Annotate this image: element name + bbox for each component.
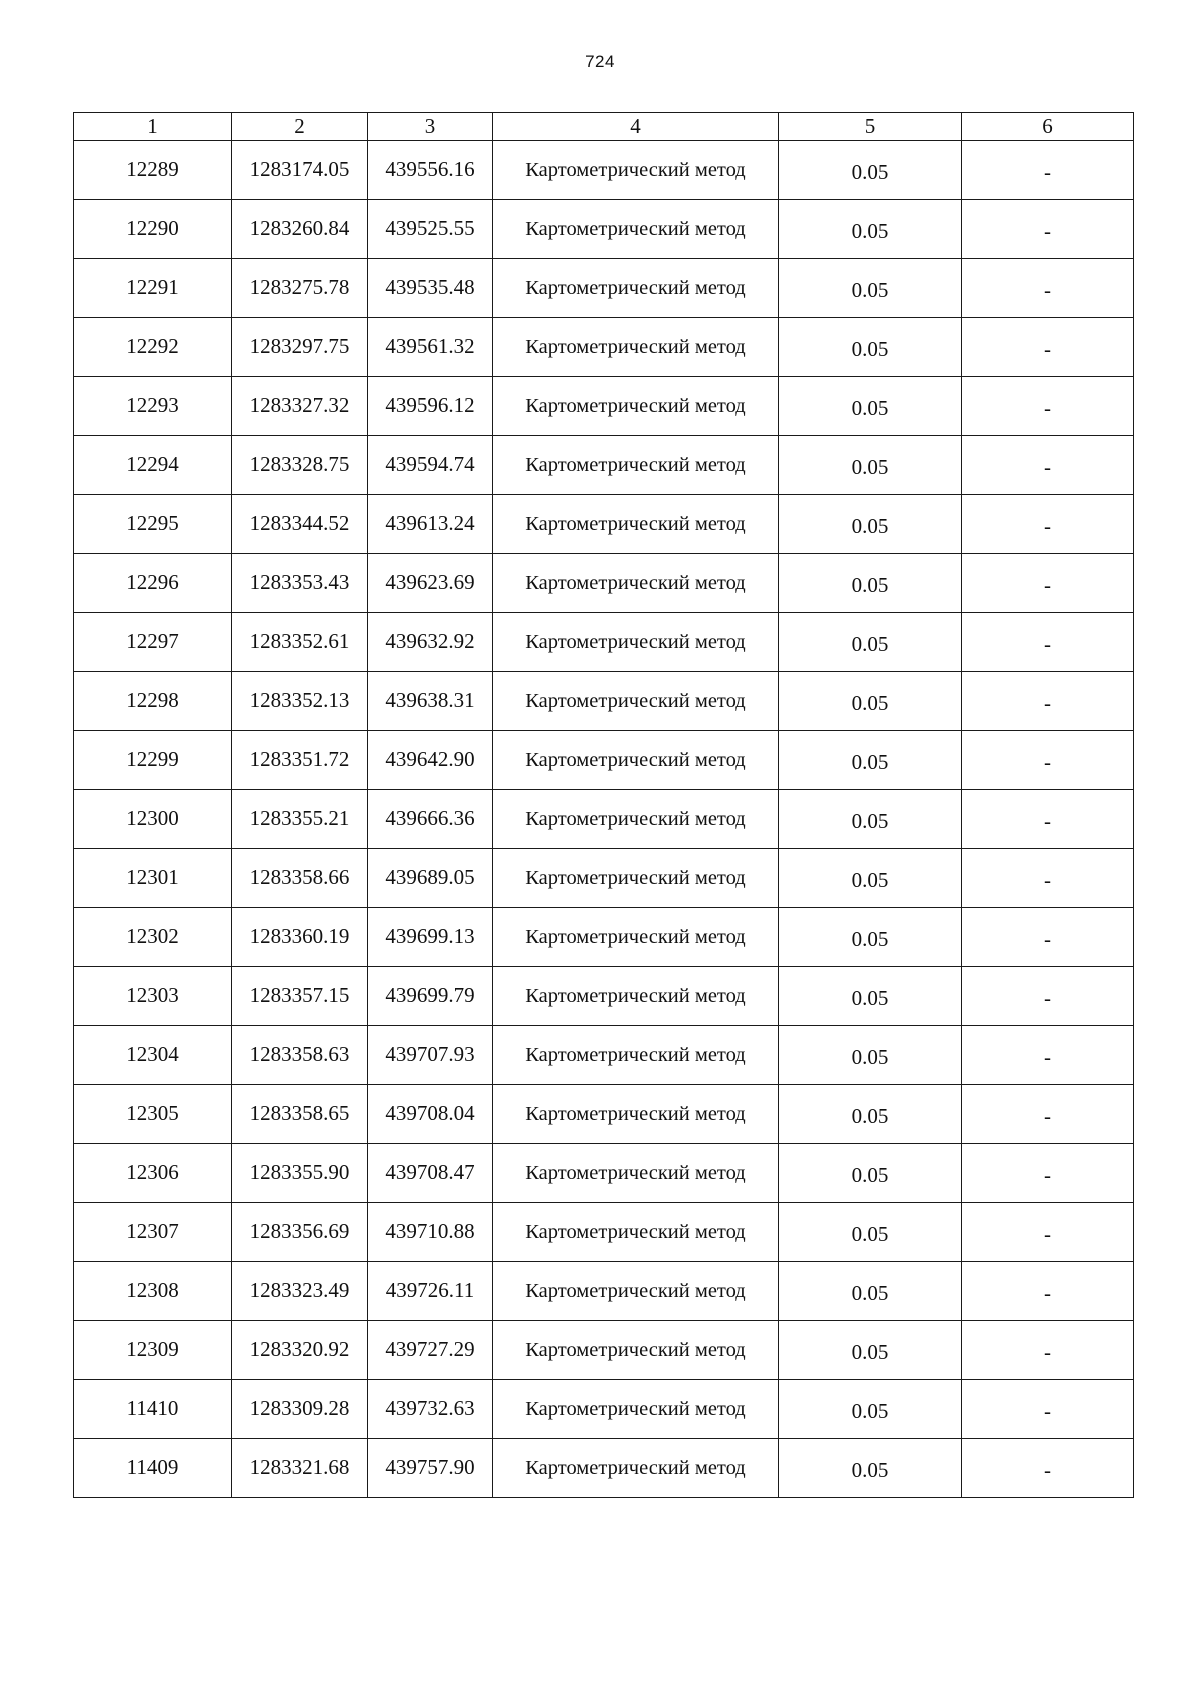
cell-note: - <box>962 141 1134 200</box>
cell-coordinate-x: 1283352.61 <box>232 613 368 672</box>
table-row <box>74 1085 1134 1144</box>
header-row <box>74 113 1134 141</box>
cell-method: Картометрический метод <box>493 1085 779 1144</box>
table-row <box>74 1262 1134 1321</box>
cell-coordinate-y: 439596.12 <box>368 377 493 436</box>
cell-coordinate-y: 439710.88 <box>368 1203 493 1262</box>
cell-note: - <box>962 672 1134 731</box>
cell-note: - <box>962 1203 1134 1262</box>
table-row <box>74 554 1134 613</box>
cell-note: - <box>962 1321 1134 1380</box>
cell-coordinate-x: 1283352.13 <box>232 672 368 731</box>
cell-coordinate-y: 439642.90 <box>368 731 493 790</box>
table-header <box>74 113 1134 141</box>
cell-coordinate-y: 439638.31 <box>368 672 493 731</box>
table-row <box>74 1144 1134 1203</box>
cell-accuracy: 0.05 <box>779 1085 962 1144</box>
table-row <box>74 1321 1134 1380</box>
cell-note: - <box>962 436 1134 495</box>
cell-coordinate-x: 1283358.63 <box>232 1026 368 1085</box>
page-number: 724 <box>585 52 615 71</box>
cell-method: Картометрический метод <box>493 613 779 672</box>
cell-method: Картометрический метод <box>493 1321 779 1380</box>
cell-coordinate-y: 439699.79 <box>368 967 493 1026</box>
cell-coordinate-y: 439726.11 <box>368 1262 493 1321</box>
cell-note: - <box>962 1439 1134 1498</box>
cell-point-number: 12294 <box>74 436 232 495</box>
cell-coordinate-y: 439556.16 <box>368 141 493 200</box>
cell-accuracy: 0.05 <box>779 1262 962 1321</box>
cell-accuracy: 0.05 <box>779 1144 962 1203</box>
cell-note: - <box>962 790 1134 849</box>
cell-point-number: 12300 <box>74 790 232 849</box>
column-header-2: 2 <box>232 113 368 141</box>
cell-method: Картометрический метод <box>493 731 779 790</box>
cell-point-number: 12303 <box>74 967 232 1026</box>
table-row <box>74 318 1134 377</box>
cell-accuracy: 0.05 <box>779 672 962 731</box>
cell-method: Картометрический метод <box>493 318 779 377</box>
table-row <box>74 790 1134 849</box>
table-row <box>74 1203 1134 1262</box>
cell-coordinate-x: 1283356.69 <box>232 1203 368 1262</box>
table-row <box>74 436 1134 495</box>
cell-coordinate-x: 1283327.32 <box>232 377 368 436</box>
cell-coordinate-y: 439535.48 <box>368 259 493 318</box>
cell-coordinate-x: 1283260.84 <box>232 200 368 259</box>
table-row <box>74 259 1134 318</box>
cell-coordinate-x: 1283358.65 <box>232 1085 368 1144</box>
cell-point-number: 12297 <box>74 613 232 672</box>
cell-accuracy: 0.05 <box>779 790 962 849</box>
cell-method: Картометрический метод <box>493 672 779 731</box>
cell-coordinate-x: 1283174.05 <box>232 141 368 200</box>
cell-accuracy: 0.05 <box>779 849 962 908</box>
cell-point-number: 12291 <box>74 259 232 318</box>
cell-point-number: 11410 <box>74 1380 232 1439</box>
cell-accuracy: 0.05 <box>779 731 962 790</box>
cell-method: Картометрический метод <box>493 200 779 259</box>
cell-accuracy: 0.05 <box>779 436 962 495</box>
cell-accuracy: 0.05 <box>779 1321 962 1380</box>
cell-coordinate-y: 439623.69 <box>368 554 493 613</box>
cell-coordinate-y: 439632.92 <box>368 613 493 672</box>
cell-coordinate-x: 1283309.28 <box>232 1380 368 1439</box>
cell-method: Картометрический метод <box>493 849 779 908</box>
cell-point-number: 12308 <box>74 1262 232 1321</box>
cell-accuracy: 0.05 <box>779 495 962 554</box>
cell-method: Картометрический метод <box>493 141 779 200</box>
table-row <box>74 1026 1134 1085</box>
table-row <box>74 377 1134 436</box>
cell-coordinate-y: 439699.13 <box>368 908 493 967</box>
cell-point-number: 12295 <box>74 495 232 554</box>
cell-method: Картометрический метод <box>493 1262 779 1321</box>
table-row <box>74 849 1134 908</box>
cell-note: - <box>962 908 1134 967</box>
column-header-5: 5 <box>779 113 962 141</box>
cell-point-number: 12309 <box>74 1321 232 1380</box>
cell-point-number: 12306 <box>74 1144 232 1203</box>
cell-method: Картометрический метод <box>493 967 779 1026</box>
cell-coordinate-x: 1283355.90 <box>232 1144 368 1203</box>
cell-point-number: 12301 <box>74 849 232 908</box>
cell-point-number: 12296 <box>74 554 232 613</box>
cell-coordinate-x: 1283275.78 <box>232 259 368 318</box>
cell-note: - <box>962 1085 1134 1144</box>
table-row <box>74 731 1134 790</box>
cell-point-number: 12304 <box>74 1026 232 1085</box>
cell-coordinate-x: 1283353.43 <box>232 554 368 613</box>
table-body <box>74 141 1134 1498</box>
cell-coordinate-y: 439689.05 <box>368 849 493 908</box>
table-row <box>74 495 1134 554</box>
cell-note: - <box>962 967 1134 1026</box>
cell-point-number: 12299 <box>74 731 232 790</box>
cell-coordinate-x: 1283344.52 <box>232 495 368 554</box>
cell-coordinate-x: 1283323.49 <box>232 1262 368 1321</box>
cell-method: Картометрический метод <box>493 259 779 318</box>
table-row <box>74 672 1134 731</box>
cell-accuracy: 0.05 <box>779 259 962 318</box>
cell-coordinate-y: 439666.36 <box>368 790 493 849</box>
cell-note: - <box>962 377 1134 436</box>
cell-note: - <box>962 495 1134 554</box>
cell-coordinate-y: 439757.90 <box>368 1439 493 1498</box>
cell-point-number: 12289 <box>74 141 232 200</box>
cell-point-number: 12293 <box>74 377 232 436</box>
cell-point-number: 12290 <box>74 200 232 259</box>
cell-accuracy: 0.05 <box>779 200 962 259</box>
cell-note: - <box>962 200 1134 259</box>
cell-method: Картометрический метод <box>493 790 779 849</box>
cell-accuracy: 0.05 <box>779 554 962 613</box>
cell-coordinate-y: 439594.74 <box>368 436 493 495</box>
cell-coordinate-x: 1283355.21 <box>232 790 368 849</box>
cell-method: Картометрический метод <box>493 1144 779 1203</box>
cell-accuracy: 0.05 <box>779 1026 962 1085</box>
cell-method: Картометрический метод <box>493 1026 779 1085</box>
cell-accuracy: 0.05 <box>779 613 962 672</box>
table-row <box>74 141 1134 200</box>
cell-method: Картометрический метод <box>493 377 779 436</box>
table-row <box>74 1439 1134 1498</box>
table-row <box>74 200 1134 259</box>
cell-accuracy: 0.05 <box>779 967 962 1026</box>
cell-note: - <box>962 1026 1134 1085</box>
cell-coordinate-y: 439732.63 <box>368 1380 493 1439</box>
cell-point-number: 12305 <box>74 1085 232 1144</box>
cell-method: Картометрический метод <box>493 495 779 554</box>
cell-method: Картометрический метод <box>493 908 779 967</box>
cell-point-number: 12292 <box>74 318 232 377</box>
cell-accuracy: 0.05 <box>779 1380 962 1439</box>
cell-note: - <box>962 1144 1134 1203</box>
cell-method: Картометрический метод <box>493 1439 779 1498</box>
column-header-6: 6 <box>962 113 1134 141</box>
cell-coordinate-x: 1283357.15 <box>232 967 368 1026</box>
cell-coordinate-x: 1283328.75 <box>232 436 368 495</box>
table-row <box>74 908 1134 967</box>
cell-note: - <box>962 554 1134 613</box>
cell-note: - <box>962 613 1134 672</box>
cell-point-number: 12298 <box>74 672 232 731</box>
cell-accuracy: 0.05 <box>779 908 962 967</box>
cell-coordinate-y: 439727.29 <box>368 1321 493 1380</box>
cell-accuracy: 0.05 <box>779 1203 962 1262</box>
cell-coordinate-x: 1283297.75 <box>232 318 368 377</box>
cell-note: - <box>962 1262 1134 1321</box>
cell-coordinate-x: 1283358.66 <box>232 849 368 908</box>
cell-accuracy: 0.05 <box>779 141 962 200</box>
cell-coordinate-y: 439613.24 <box>368 495 493 554</box>
cell-coordinate-x: 1283351.72 <box>232 731 368 790</box>
cell-coordinate-x: 1283360.19 <box>232 908 368 967</box>
table-row <box>74 967 1134 1026</box>
cell-accuracy: 0.05 <box>779 377 962 436</box>
column-header-3: 3 <box>368 113 493 141</box>
cell-accuracy: 0.05 <box>779 1439 962 1498</box>
coordinates-table <box>73 112 1134 1498</box>
cell-accuracy: 0.05 <box>779 318 962 377</box>
cell-method: Картометрический метод <box>493 554 779 613</box>
cell-note: - <box>962 849 1134 908</box>
cell-coordinate-y: 439708.47 <box>368 1144 493 1203</box>
cell-note: - <box>962 731 1134 790</box>
cell-point-number: 12307 <box>74 1203 232 1262</box>
cell-coordinate-y: 439525.55 <box>368 200 493 259</box>
cell-coordinate-x: 1283321.68 <box>232 1439 368 1498</box>
cell-note: - <box>962 259 1134 318</box>
cell-note: - <box>962 318 1134 377</box>
column-header-1: 1 <box>74 113 232 141</box>
table-row <box>74 1380 1134 1439</box>
cell-note: - <box>962 1380 1134 1439</box>
column-header-4: 4 <box>493 113 779 141</box>
cell-point-number: 12302 <box>74 908 232 967</box>
cell-coordinate-x: 1283320.92 <box>232 1321 368 1380</box>
table-row <box>74 613 1134 672</box>
cell-coordinate-y: 439708.04 <box>368 1085 493 1144</box>
cell-method: Картометрический метод <box>493 1380 779 1439</box>
cell-method: Картометрический метод <box>493 1203 779 1262</box>
cell-point-number: 11409 <box>74 1439 232 1498</box>
cell-coordinate-y: 439561.32 <box>368 318 493 377</box>
cell-method: Картометрический метод <box>493 436 779 495</box>
cell-coordinate-y: 439707.93 <box>368 1026 493 1085</box>
